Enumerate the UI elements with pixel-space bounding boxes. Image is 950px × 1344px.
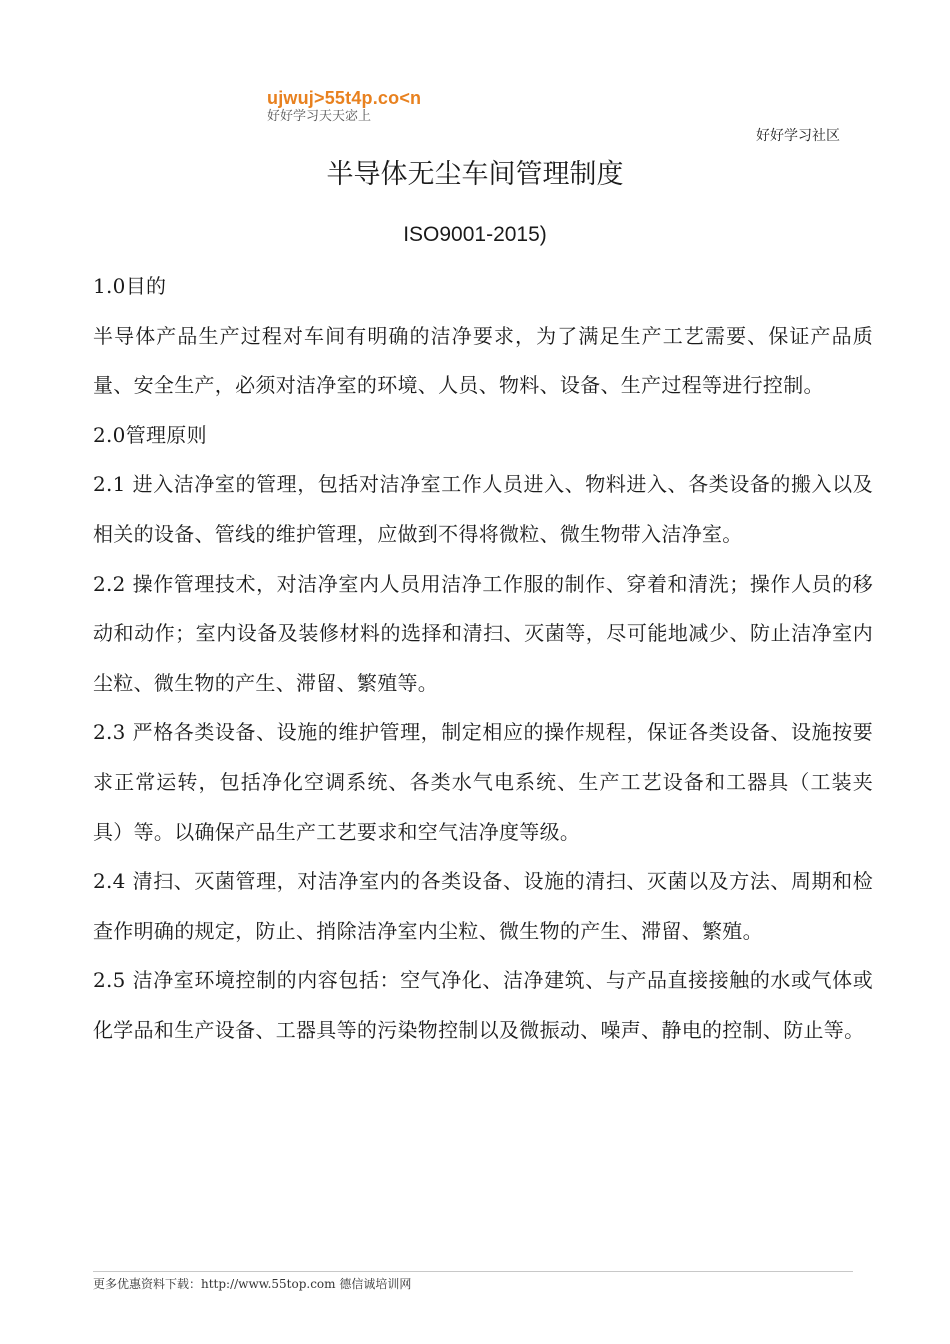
paragraph-2-4: 2.4 清扫、灭菌管理，对洁净室内的各类设备、设施的清扫、灭菌以及方法、周期和检查作明确的规定，防止、捎除洁净室内尘粒、微生物的产生、滞留、繁殖。: [93, 869, 873, 943]
paragraph-2-2: 2.2 操作管理技术，对洁净室内人员用洁净工作服的制作、穿着和清洗；操作人员的移动和动作；室内设备及装修材料的选择和清扫、灭菌等，尽可能地减少、防止洁净室内尘粒、微生物的产生、滞留、繁殖等。: [93, 571, 873, 695]
corner-note: 好好学习社区: [756, 128, 840, 144]
watermark-slogan: 好好学习天天宓上: [267, 109, 372, 124]
document-subtitle: ISO9001-2015): [403, 223, 547, 246]
paragraph-2-5: 2.5 洁净室环境控制的内容包括：空气净化、洁净建筑、与产品直接接触的水或气体或化学品和生产设备、工器具等的污染物控制以及微振动、噪声、静电的控制、防止等。: [93, 968, 873, 1042]
section-heading-principles: 2.0管理原则: [93, 422, 207, 447]
watermark-url: ujwuj>55t4p.co<n: [267, 88, 422, 108]
paragraph-2-1: 2.1 进入洁净室的管理，包括对洁净室工作人员进入、物料进入、各类设备的搬入以及相关的设备、管线的维护管理，应做到不得将微粒、微生物带入洁净室。: [93, 472, 873, 546]
document-body: [93, 262, 873, 1056]
paragraph-2-3: 2.3 严格各类设备、设施的维护管理，制定相应的操作规程，保证各类设备、设施按要求正常运转，包括净化空调系统、各类水气电系统、生产工艺设备和工器具（工装夹具）等。以确保产品生产工艺要求和空气洁净度等级。: [93, 720, 873, 844]
page-footer: 更多优惠资料下载：http://www.55top.com 德信诚培训网: [93, 1271, 853, 1292]
paragraph-purpose: 半导体产品生产过程对车间有明确的洁净要求，为了满足生产工艺需要、保证产品质量、安全生产，必须对洁净室的环境、人员、物料、设备、生产过程等进行控制。: [93, 323, 873, 398]
section-heading-purpose: 1.0目的: [93, 274, 167, 298]
document-title: 半导体无尘车间管理制度: [326, 159, 624, 190]
watermark-logo: [267, 88, 421, 125]
